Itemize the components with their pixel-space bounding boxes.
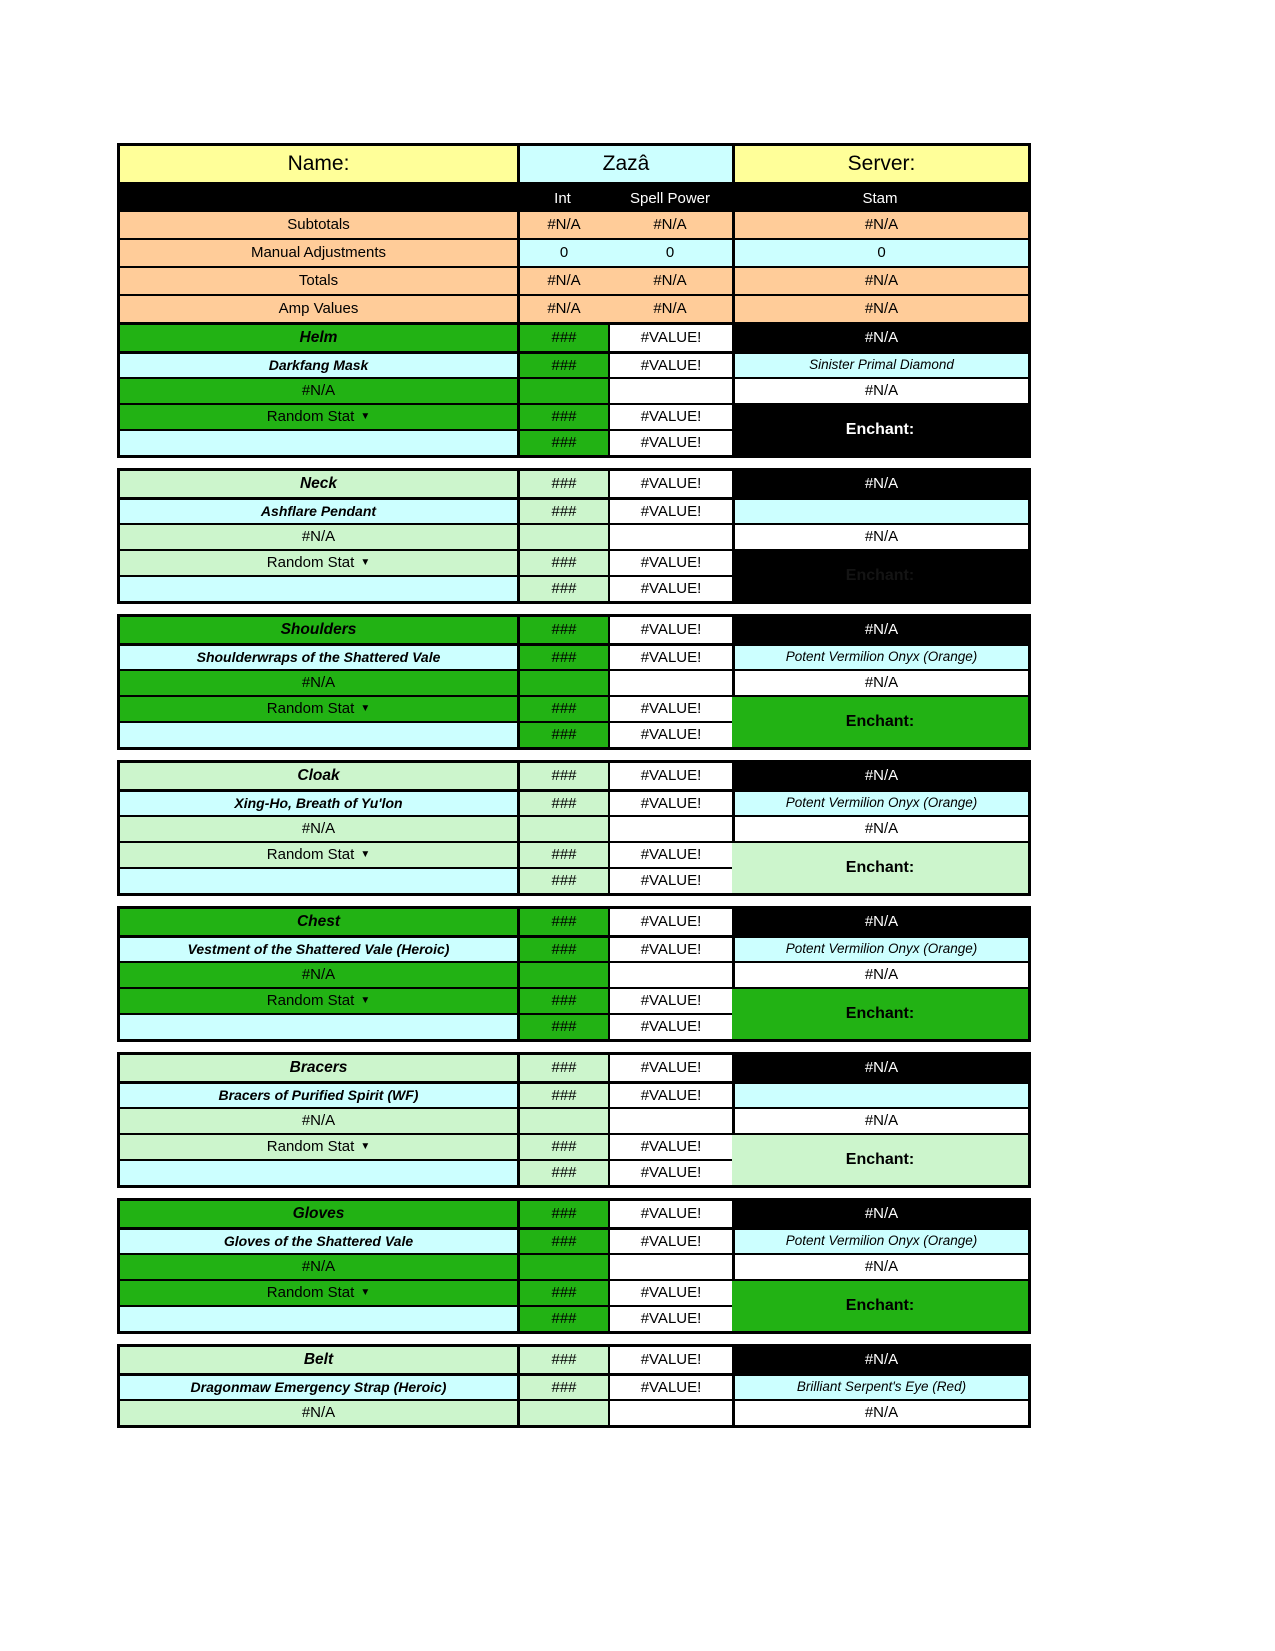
gem-cell[interactable]: Brilliant Serpent's Eye (Red) [732, 1373, 1028, 1399]
dropdown-arrow-icon: ▼ [360, 410, 371, 422]
enchant-cell[interactable]: Enchant: [732, 695, 1028, 747]
random-stat-label: Random Stat [266, 408, 355, 426]
spellpower-error-cell: #VALUE! [608, 1305, 732, 1331]
spellpower-error-cell: #VALUE! [608, 867, 732, 893]
spellpower-empty-cell [608, 523, 732, 549]
item-name-cell[interactable]: Dragonmaw Emergency Strap (Heroic) [120, 1373, 517, 1399]
dropdown-arrow-icon: ▼ [360, 1140, 371, 1152]
na-cell: #N/A [120, 815, 517, 841]
spellpower-error-cell: #VALUE! [608, 351, 732, 377]
int-error-cell: ### [517, 763, 608, 789]
spellpower-error-cell: #VALUE! [608, 403, 732, 429]
stam-na-cell: #N/A [732, 1253, 1028, 1279]
stam-na-cell: #N/A [732, 377, 1028, 403]
extra-stat-cell [120, 575, 517, 601]
enchant-cell[interactable]: Enchant: [732, 987, 1028, 1039]
int-error-cell: ### [517, 325, 608, 351]
spellpower-error-cell: #VALUE! [608, 643, 732, 669]
item-name-cell[interactable]: Xing-Ho, Breath of Yu'lon [120, 789, 517, 815]
spellpower-error-cell: #VALUE! [608, 1227, 732, 1253]
slot-header: Cloak [120, 763, 517, 789]
int-empty-cell [517, 961, 608, 987]
stat-header-spellpower: Spell Power [629, 189, 711, 207]
gear-sections [117, 468, 1031, 1428]
gem-cell[interactable]: Potent Vermilion Onyx (Orange) [732, 789, 1028, 815]
stat-header-stam: Stam [862, 189, 898, 207]
spellpower-error-cell: #VALUE! [608, 841, 732, 867]
stam-na-cell: #N/A [732, 669, 1028, 695]
random-stat-label: Random Stat [266, 554, 355, 572]
int-error-cell: ### [517, 1055, 608, 1081]
gem-cell[interactable] [732, 497, 1028, 523]
spellpower-empty-cell [608, 669, 732, 695]
summary-value: #N/A [732, 212, 1028, 238]
gem-cell[interactable] [732, 1081, 1028, 1107]
extra-stat-cell [120, 429, 517, 455]
int-empty-cell [517, 523, 608, 549]
enchant-cell[interactable]: Enchant: [732, 1133, 1028, 1185]
attached-section-host [120, 322, 1028, 455]
stam-na-cell: #N/A [732, 1399, 1028, 1425]
random-stat-dropdown[interactable] [120, 841, 517, 867]
na-cell: #N/A [120, 1107, 517, 1133]
spellpower-error-cell: #VALUE! [608, 935, 732, 961]
int-empty-cell [517, 815, 608, 841]
summary-rows [120, 212, 1028, 322]
random-stat-dropdown[interactable] [120, 1279, 517, 1305]
slot-header: Gloves [120, 1201, 517, 1227]
stam-na-cell: #N/A [732, 1201, 1028, 1227]
na-cell: #N/A [120, 961, 517, 987]
int-error-cell: ### [517, 1013, 608, 1039]
int-error-cell: ### [517, 1347, 608, 1373]
enchant-cell[interactable]: Enchant: [732, 841, 1028, 893]
random-stat-dropdown[interactable] [120, 695, 517, 721]
dropdown-arrow-icon: ▼ [360, 1286, 371, 1298]
summary-value[interactable]: 0 [732, 240, 1028, 266]
int-empty-cell [517, 1107, 608, 1133]
na-cell: #N/A [120, 669, 517, 695]
gear-section-bracers [117, 1052, 1031, 1188]
spellpower-empty-cell [608, 1399, 732, 1425]
int-error-cell: ### [517, 841, 608, 867]
int-error-cell: ### [517, 987, 608, 1013]
na-cell: #N/A [120, 523, 517, 549]
stam-na-cell: #N/A [732, 909, 1028, 935]
stam-na-cell: #N/A [732, 1347, 1028, 1373]
title-row [120, 146, 1028, 182]
na-cell: #N/A [120, 1253, 517, 1279]
dropdown-arrow-icon: ▼ [360, 994, 371, 1006]
stat-header-spacer [120, 185, 517, 212]
random-stat-label: Random Stat [266, 700, 355, 718]
int-error-cell: ### [517, 575, 608, 601]
spellpower-error-cell: #VALUE! [608, 471, 732, 497]
int-error-cell: ### [517, 429, 608, 455]
int-error-cell: ### [517, 351, 608, 377]
stam-na-cell: #N/A [732, 763, 1028, 789]
spellpower-empty-cell [608, 815, 732, 841]
stam-na-cell: #N/A [732, 815, 1028, 841]
stam-na-cell: #N/A [732, 1055, 1028, 1081]
random-stat-label: Random Stat [266, 846, 355, 864]
summary-value: #N/A [517, 296, 608, 322]
item-name-cell[interactable]: Darkfang Mask [120, 351, 517, 377]
gear-sheet [117, 143, 1031, 1428]
item-name-cell[interactable]: Gloves of the Shattered Vale [120, 1227, 517, 1253]
random-stat-dropdown[interactable] [120, 549, 517, 575]
random-stat-label: Random Stat [266, 1284, 355, 1302]
int-error-cell: ### [517, 721, 608, 747]
na-cell: #N/A [120, 1399, 517, 1425]
slot-header: Shoulders [120, 617, 517, 643]
summary-row-0 [120, 212, 1028, 238]
int-error-cell: ### [517, 1227, 608, 1253]
spellpower-empty-cell [608, 1107, 732, 1133]
summary-label: Amp Values [120, 296, 517, 322]
gem-cell[interactable]: Potent Vermilion Onyx (Orange) [732, 1227, 1028, 1253]
spellpower-empty-cell [608, 377, 732, 403]
stat-header-row [120, 182, 1028, 212]
summary-value: #N/A [608, 212, 732, 238]
summary-value: #N/A [732, 296, 1028, 322]
gear-section-gloves [117, 1198, 1031, 1334]
gem-cell[interactable]: Sinister Primal Diamond [732, 351, 1028, 377]
int-error-cell: ### [517, 1279, 608, 1305]
summary-value: #N/A [732, 268, 1028, 294]
summary-row-2 [120, 266, 1028, 294]
extra-stat-cell [120, 1159, 517, 1185]
spellpower-error-cell: #VALUE! [608, 695, 732, 721]
dropdown-arrow-icon: ▼ [360, 702, 371, 714]
summary-label: Subtotals [120, 212, 517, 238]
gear-section-helm [120, 322, 1028, 455]
slot-header: Bracers [120, 1055, 517, 1081]
dropdown-arrow-icon: ▼ [360, 556, 371, 568]
enchant-cell[interactable]: Enchant: [732, 549, 1028, 601]
summary-value: #N/A [517, 268, 608, 294]
spellpower-error-cell: #VALUE! [608, 763, 732, 789]
int-error-cell: ### [517, 1081, 608, 1107]
gear-section-shoulders [117, 614, 1031, 750]
spellpower-error-cell: #VALUE! [608, 1133, 732, 1159]
int-error-cell: ### [517, 497, 608, 523]
spellpower-error-cell: #VALUE! [608, 1055, 732, 1081]
spellpower-error-cell: #VALUE! [608, 789, 732, 815]
spellpower-error-cell: #VALUE! [608, 909, 732, 935]
int-empty-cell [517, 669, 608, 695]
summary-row-1 [120, 238, 1028, 266]
gear-section-neck [117, 468, 1031, 604]
summary-value[interactable]: 0 [608, 240, 732, 266]
random-stat-dropdown[interactable] [120, 403, 517, 429]
random-stat-dropdown[interactable] [120, 1133, 517, 1159]
spellpower-empty-cell [608, 1253, 732, 1279]
summary-value[interactable]: 0 [517, 240, 608, 266]
spellpower-error-cell: #VALUE! [608, 549, 732, 575]
int-error-cell: ### [517, 909, 608, 935]
summary-value: #N/A [517, 212, 608, 238]
gem-cell[interactable]: Potent Vermilion Onyx (Orange) [732, 643, 1028, 669]
int-error-cell: ### [517, 867, 608, 893]
enchant-cell[interactable]: Enchant: [732, 1279, 1028, 1331]
summary-row-3 [120, 294, 1028, 322]
character-name-cell[interactable]: Zazâ [517, 146, 732, 182]
random-stat-label: Random Stat [266, 1138, 355, 1156]
stam-na-cell: #N/A [732, 523, 1028, 549]
stam-na-cell: #N/A [732, 471, 1028, 497]
spellpower-error-cell: #VALUE! [608, 987, 732, 1013]
summary-label: Manual Adjustments [120, 240, 517, 266]
spellpower-error-cell: #VALUE! [608, 325, 732, 351]
stam-na-cell: #N/A [732, 1107, 1028, 1133]
spellpower-error-cell: #VALUE! [608, 1159, 732, 1185]
int-empty-cell [517, 1399, 608, 1425]
stam-na-cell: #N/A [732, 325, 1028, 351]
extra-stat-cell [120, 1305, 517, 1331]
spellpower-error-cell: #VALUE! [608, 497, 732, 523]
int-error-cell: ### [517, 1133, 608, 1159]
name-label: Name: [120, 146, 517, 182]
item-name-cell[interactable]: Shoulderwraps of the Shattered Vale [120, 643, 517, 669]
spellpower-error-cell: #VALUE! [608, 1347, 732, 1373]
top-block [117, 143, 1031, 458]
spellpower-error-cell: #VALUE! [608, 1081, 732, 1107]
extra-stat-cell [120, 867, 517, 893]
extra-stat-cell [120, 1013, 517, 1039]
int-error-cell: ### [517, 695, 608, 721]
int-error-cell: ### [517, 403, 608, 429]
spellpower-error-cell: #VALUE! [608, 429, 732, 455]
random-stat-label: Random Stat [266, 992, 355, 1010]
item-name-cell[interactable]: Bracers of Purified Spirit (WF) [120, 1081, 517, 1107]
int-error-cell: ### [517, 471, 608, 497]
int-error-cell: ### [517, 617, 608, 643]
slot-header: Chest [120, 909, 517, 935]
summary-label: Totals [120, 268, 517, 294]
stam-na-cell: #N/A [732, 617, 1028, 643]
slot-header: Belt [120, 1347, 517, 1373]
spellpower-empty-cell [608, 961, 732, 987]
int-error-cell: ### [517, 1201, 608, 1227]
int-empty-cell [517, 377, 608, 403]
na-cell: #N/A [120, 377, 517, 403]
spellpower-error-cell: #VALUE! [608, 721, 732, 747]
stam-na-cell: #N/A [732, 961, 1028, 987]
int-error-cell: ### [517, 935, 608, 961]
spellpower-error-cell: #VALUE! [608, 1201, 732, 1227]
summary-value: #N/A [608, 268, 732, 294]
stat-header-int: Int [554, 189, 571, 207]
int-error-cell: ### [517, 1159, 608, 1185]
gear-section-chest [117, 906, 1031, 1042]
gear-section-cloak [117, 760, 1031, 896]
server-label: Server: [732, 146, 1028, 182]
spellpower-error-cell: #VALUE! [608, 1279, 732, 1305]
gear-section-belt [117, 1344, 1031, 1428]
int-empty-cell [517, 1253, 608, 1279]
slot-header: Neck [120, 471, 517, 497]
summary-value: #N/A [608, 296, 732, 322]
slot-header: Helm [120, 325, 517, 351]
random-stat-dropdown[interactable] [120, 987, 517, 1013]
int-error-cell: ### [517, 549, 608, 575]
extra-stat-cell [120, 721, 517, 747]
int-error-cell: ### [517, 1305, 608, 1331]
item-name-cell[interactable]: Ashflare Pendant [120, 497, 517, 523]
item-name-cell[interactable]: Vestment of the Shattered Vale (Heroic) [120, 935, 517, 961]
gem-cell[interactable]: Potent Vermilion Onyx (Orange) [732, 935, 1028, 961]
int-error-cell: ### [517, 1373, 608, 1399]
enchant-cell[interactable]: Enchant: [732, 403, 1028, 455]
int-error-cell: ### [517, 643, 608, 669]
spellpower-error-cell: #VALUE! [608, 575, 732, 601]
dropdown-arrow-icon: ▼ [360, 848, 371, 860]
spellpower-error-cell: #VALUE! [608, 1013, 732, 1039]
spellpower-error-cell: #VALUE! [608, 1373, 732, 1399]
int-error-cell: ### [517, 789, 608, 815]
spellpower-error-cell: #VALUE! [608, 617, 732, 643]
